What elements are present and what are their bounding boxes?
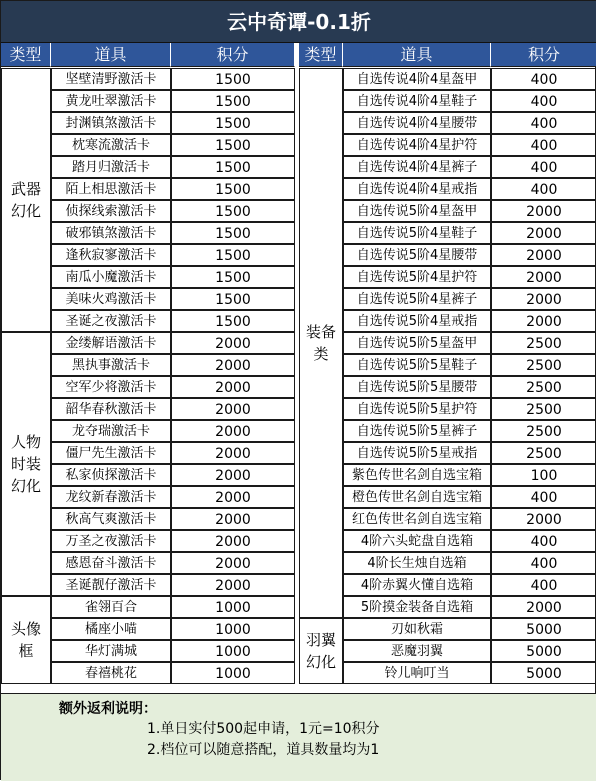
right-item-name: 自选传说4阶4星裤子 [343,156,491,178]
left-item-points: 1500 [171,288,295,310]
left-item-points: 2000 [171,530,295,552]
right-category-label: 装备类 [305,323,336,363]
left-item-points: 2000 [171,464,295,486]
left-item-name: 枕寒流激活卡 [51,134,171,156]
right-item-name: 自选传说5阶5星戒指 [343,442,491,464]
left-item-points: 1000 [171,618,295,640]
left-item-points: 1000 [171,596,295,618]
left-item-name: 封渊镇煞激活卡 [51,112,171,134]
left-item-name: 金缕解语激活卡 [51,332,171,354]
right-item-points: 5000 [491,640,596,662]
right-item-name: 自选传说5阶5星鞋子 [343,354,491,376]
right-item-points: 400 [491,178,596,200]
left-category-0 [1,68,51,332]
left-category-label: 武器幻化 [10,180,41,220]
left-item-name: 龙夺瑞激活卡 [51,420,171,442]
left-header-type: 类型 [1,43,51,67]
left-category-1 [1,332,51,596]
left-item-name: 逢秋寂寥激活卡 [51,244,171,266]
right-item-points: 400 [491,68,596,90]
right-item-points: 400 [491,90,596,112]
right-category-1 [299,618,343,684]
right-item-points: 2500 [491,376,596,398]
right-item-name: 4阶赤翼火懂自选箱 [343,574,491,596]
right-item-points: 2000 [491,222,596,244]
right-item-name: 红色传世名剑自选宝箱 [343,508,491,530]
left-item-points: 1500 [171,112,295,134]
right-item-name: 自选传说5阶5星护符 [343,398,491,420]
left-item-name: 美味火鸡激活卡 [51,288,171,310]
extra-rebate-notes [1,693,596,781]
right-item-name: 自选传说5阶5星裤子 [343,420,491,442]
left-item-name: 私家侦探激活卡 [51,464,171,486]
right-item-name: 紫色传世名剑自选宝箱 [343,464,491,486]
right-item-name: 自选传说5阶4星戒指 [343,310,491,332]
right-item-name: 恶魔羽翼 [343,640,491,662]
right-item-points: 400 [491,486,596,508]
right-item-name: 自选传说5阶4星腰带 [343,244,491,266]
right-item-points: 2500 [491,332,596,354]
left-item-points: 1500 [171,244,295,266]
left-item-name: 韶华春秋激活卡 [51,398,171,420]
left-item-name: 黄龙吐翠激活卡 [51,90,171,112]
left-item-points: 1000 [171,640,295,662]
left-item-points: 1500 [171,222,295,244]
right-item-points: 2500 [491,442,596,464]
right-item-name: 自选传说5阶4星鞋子 [343,222,491,244]
right-item-points: 2000 [491,596,596,618]
left-item-name: 橘座小喵 [51,618,171,640]
left-item-name: 黑执事激活卡 [51,354,171,376]
left-item-name: 空军少将激活卡 [51,376,171,398]
right-item-points: 2000 [491,244,596,266]
right-item-points: 2000 [491,310,596,332]
right-item-points: 400 [491,574,596,596]
sheet-title: 云中奇谭-0.1折 [1,1,596,43]
left-item-points: 1500 [171,156,295,178]
left-item-points: 2000 [171,574,295,596]
right-item-points: 2000 [491,288,596,310]
right-item-name: 自选传说4阶4星戒指 [343,178,491,200]
right-item-name: 自选传说4阶4星鞋子 [343,90,491,112]
left-item-name: 南瓜小魔激活卡 [51,266,171,288]
left-item-name: 万圣之夜激活卡 [51,530,171,552]
right-item-name: 4阶六头蛇盘自选箱 [343,530,491,552]
left-item-name: 侦探线索激活卡 [51,200,171,222]
left-category-label: 人物时装幻化 [10,433,41,495]
left-item-points: 2000 [171,442,295,464]
left-item-name: 雀翎百合 [51,596,171,618]
right-item-name: 橙色传世名剑自选宝箱 [343,486,491,508]
right-header-type: 类型 [299,43,343,67]
left-item-points: 1500 [171,134,295,156]
left-item-name: 圣诞之夜激活卡 [51,310,171,332]
right-item-name: 5阶摸金装备自选箱 [343,596,491,618]
left-item-points: 1500 [171,68,295,90]
right-item-points: 5000 [491,662,596,684]
right-category-label: 羽翼幻化 [305,631,336,671]
right-item-points: 2500 [491,398,596,420]
note-line-1: 1.单日实付500起申请，1元=10积分 [147,721,380,737]
right-item-name: 自选传说4阶4星护符 [343,134,491,156]
left-item-name: 秋高气爽激活卡 [51,508,171,530]
right-item-points: 400 [491,112,596,134]
left-item-points: 2000 [171,398,295,420]
left-item-points: 2000 [171,332,295,354]
left-item-name: 春禧桃花 [51,662,171,684]
left-item-points: 1500 [171,90,295,112]
left-item-points: 1500 [171,310,295,332]
left-item-points: 2000 [171,486,295,508]
right-item-points: 2500 [491,354,596,376]
left-item-points: 2000 [171,376,295,398]
right-item-name: 自选传说4阶4星盔甲 [343,68,491,90]
left-category-label: 头像框 [10,620,41,660]
right-item-name: 自选传说5阶4星护符 [343,266,491,288]
right-item-points: 400 [491,552,596,574]
note-line-2: 2.档位可以随意搭配，道具数量均为1 [147,742,380,758]
right-item-name: 刃如秋霜 [343,618,491,640]
right-category-0 [299,68,343,618]
left-category-2 [1,596,51,684]
left-item-name: 圣诞靓仔激活卡 [51,574,171,596]
right-item-name: 自选传说5阶5星腰带 [343,376,491,398]
right-item-name: 自选传说4阶4星腰带 [343,112,491,134]
right-item-points: 400 [491,134,596,156]
right-item-points: 2000 [491,508,596,530]
right-header-item: 道具 [343,43,491,67]
left-item-name: 破邪镇煞激活卡 [51,222,171,244]
left-header-points: 积分 [171,43,295,67]
right-item-points: 2500 [491,420,596,442]
right-item-name: 自选传说5阶4星盔甲 [343,200,491,222]
left-item-points: 1000 [171,662,295,684]
right-header-points: 积分 [491,43,596,67]
left-header-item: 道具 [51,43,171,67]
left-item-name: 龙纹新春激活卡 [51,486,171,508]
left-item-points: 1500 [171,266,295,288]
left-item-points: 2000 [171,354,295,376]
left-item-points: 1500 [171,200,295,222]
left-item-points: 2000 [171,552,295,574]
left-item-name: 华灯满城 [51,640,171,662]
left-item-name: 坚壁清野激活卡 [51,68,171,90]
left-item-name: 陌上相思激活卡 [51,178,171,200]
left-item-points: 1500 [171,178,295,200]
left-item-name: 感恩奋斗激活卡 [51,552,171,574]
left-item-name: 踏月归激活卡 [51,156,171,178]
left-item-points: 2000 [171,508,295,530]
right-item-points: 2000 [491,266,596,288]
right-item-name: 自选传说5阶4星裤子 [343,288,491,310]
notes-title: 额外返利说明： [59,701,157,717]
right-item-name: 4阶长生烛自选箱 [343,552,491,574]
left-item-name: 僵尸先生激活卡 [51,442,171,464]
right-item-points: 5000 [491,618,596,640]
right-item-name: 自选传说5阶5星盔甲 [343,332,491,354]
right-item-points: 400 [491,156,596,178]
right-item-name: 铃儿响叮当 [343,662,491,684]
left-item-points: 2000 [171,420,295,442]
right-item-points: 400 [491,530,596,552]
right-item-points: 2000 [491,200,596,222]
right-item-points: 100 [491,464,596,486]
